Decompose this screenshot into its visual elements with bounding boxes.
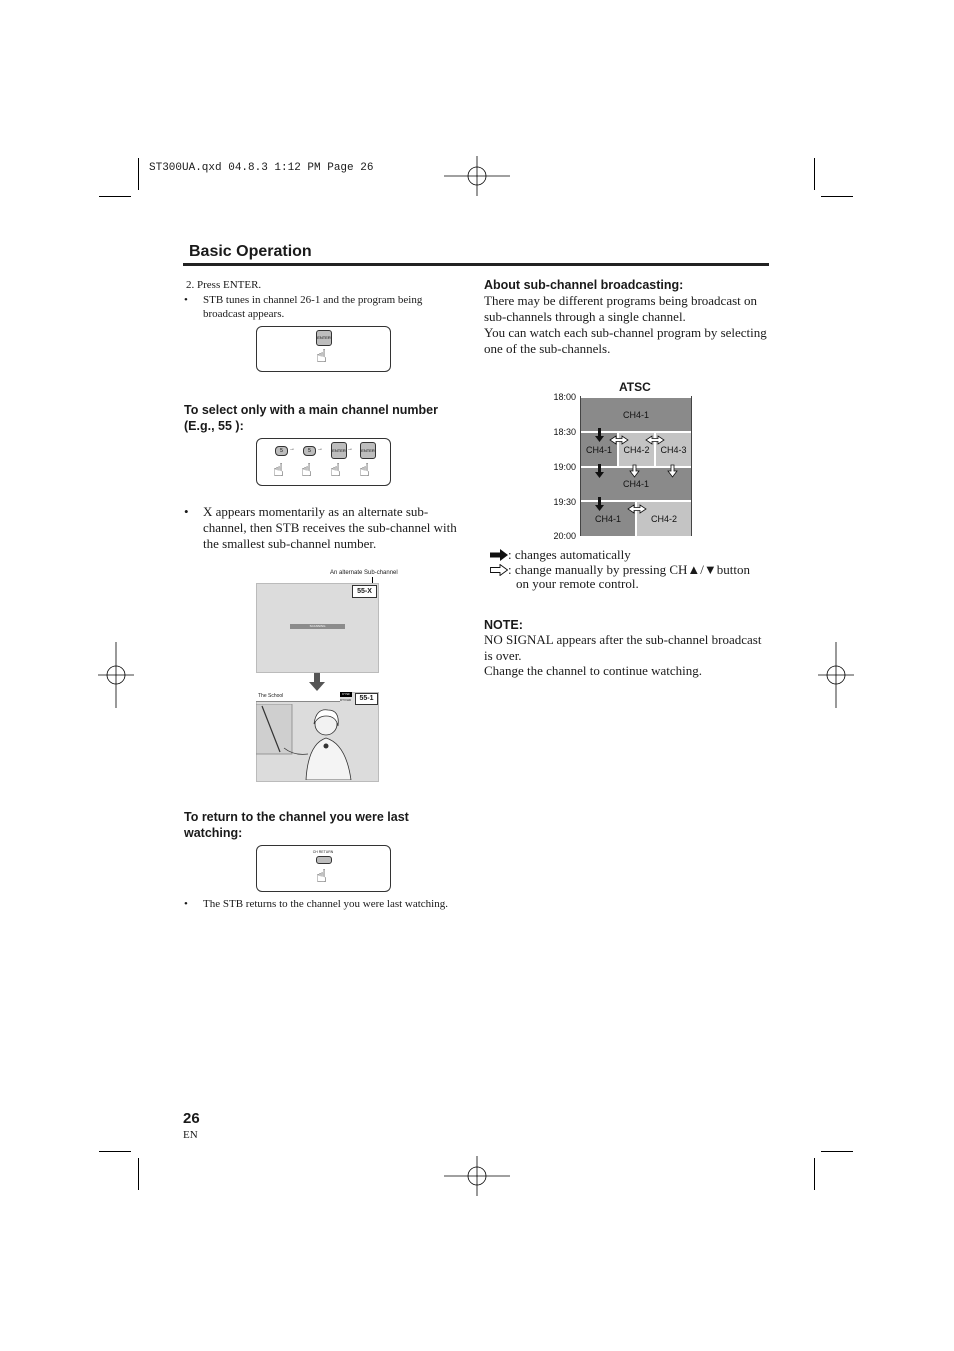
digit-5-button: 5 bbox=[303, 446, 316, 456]
arrow-right-icon: → bbox=[317, 446, 323, 452]
language-code: EN bbox=[183, 1129, 198, 1141]
registration-mark-icon bbox=[98, 642, 134, 708]
arrow-right-icon: → bbox=[347, 446, 353, 452]
schedule-cell: CH4-1 bbox=[581, 433, 617, 466]
crop-mark bbox=[821, 1151, 853, 1152]
registration-mark-icon bbox=[818, 642, 854, 708]
pointing-hand-icon: ☝ bbox=[301, 460, 312, 481]
schedule-cell: CH4-1 bbox=[581, 502, 635, 536]
file-slug: ST300UA.qxd 04.8.3 1:12 PM Page 26 bbox=[149, 162, 374, 174]
channel-display: 55-1 bbox=[355, 693, 378, 705]
schedule-cell: CH4-3 bbox=[656, 433, 691, 466]
registration-mark-icon bbox=[444, 1156, 510, 1196]
bullet: • bbox=[184, 504, 189, 519]
crop-mark bbox=[138, 1158, 139, 1190]
schedule-cell: CH4-1 bbox=[581, 468, 691, 500]
time-label: 19:00 bbox=[553, 462, 576, 472]
transition-arrows bbox=[580, 425, 692, 515]
enter-button: ENTER bbox=[360, 442, 376, 459]
x-note: X appears momentarily as an alternate sub-channel, then STB receives the sub-channel with the smallest sub-channel number. bbox=[203, 504, 457, 551]
crop-mark bbox=[99, 196, 131, 197]
main-channel-heading: To select only with a main channel number (E.g., 55 ): bbox=[184, 403, 438, 433]
schedule-cell: CH4-2 bbox=[637, 502, 691, 536]
crop-mark bbox=[821, 196, 853, 197]
legend-auto: : changes automatically bbox=[508, 547, 631, 562]
legend-manual: : change manually by pressing CH▲/▼button bbox=[508, 562, 751, 577]
ch-return-button bbox=[316, 856, 332, 864]
pointing-hand-icon: ☝ bbox=[316, 346, 327, 367]
legend-manual-2: on your remote control. bbox=[516, 576, 639, 591]
schedule-cell: CH4-2 bbox=[619, 433, 654, 466]
about-text-1: There may be different programs being broadcast on sub-channels through a single channel. bbox=[484, 293, 758, 324]
crop-mark bbox=[138, 158, 139, 190]
pointing-hand-icon: ☝ bbox=[273, 460, 284, 481]
schedule-cell: CH4-1 bbox=[581, 398, 691, 431]
title-rule bbox=[183, 263, 769, 266]
bullet: • bbox=[184, 294, 188, 306]
arrow-down-icon bbox=[309, 673, 325, 691]
about-text-2: You can watch each sub-channel program by selecting one of the sub-channels. bbox=[484, 325, 767, 356]
time-label: 19:30 bbox=[553, 497, 576, 507]
enter-button: ENTER bbox=[316, 330, 332, 346]
time-label: 18:00 bbox=[553, 392, 576, 402]
note-heading: NOTE: bbox=[484, 618, 523, 632]
page-number: 26 bbox=[183, 1110, 200, 1127]
bullet: • bbox=[184, 898, 188, 910]
scanning-bar: SCANNING bbox=[290, 624, 345, 629]
program-title-bar: The School bbox=[256, 692, 340, 702]
digit-5-button: 5 bbox=[275, 446, 288, 456]
solid-arrow-icon bbox=[490, 549, 508, 561]
crop-mark bbox=[814, 158, 815, 190]
ch-return-label: CH RETURN bbox=[312, 850, 334, 854]
enter-button: ENTER bbox=[331, 442, 347, 459]
pointing-hand-icon: ☝ bbox=[359, 460, 370, 481]
hollow-arrow-icon bbox=[490, 564, 508, 576]
station-sub: DTV/HD bbox=[340, 698, 352, 702]
channel-display: 55-X bbox=[352, 585, 377, 598]
time-label: 18:30 bbox=[553, 427, 576, 437]
step-2: 2. Press ENTER. bbox=[186, 279, 262, 291]
about-heading: About sub-channel broadcasting: bbox=[484, 278, 684, 292]
step-2-note: STB tunes in channel 26-1 and the program being broadcast appears. bbox=[203, 294, 423, 320]
pointing-hand-icon: ☝ bbox=[330, 460, 341, 481]
page-title: Basic Operation bbox=[189, 243, 312, 260]
pointing-hand-icon: ☝ bbox=[316, 866, 327, 887]
note-text-1: NO SIGNAL appears after the sub-channel broadcast is over. bbox=[484, 632, 762, 663]
crop-mark bbox=[99, 1151, 131, 1152]
return-note: The STB returns to the channel you were last watching. bbox=[203, 898, 448, 910]
station-tag: KYSF bbox=[340, 692, 352, 697]
alt-subchannel-label: An alternate Sub-channel bbox=[330, 570, 398, 576]
teacher-illustration bbox=[256, 704, 377, 780]
registration-mark-icon bbox=[444, 156, 510, 196]
return-heading: To return to the channel you were last watching: bbox=[184, 810, 409, 840]
note-text-2: Change the channel to continue watching. bbox=[484, 663, 703, 678]
arrow-right-icon: → bbox=[289, 446, 295, 452]
crop-mark bbox=[814, 1158, 815, 1190]
time-label: 20:00 bbox=[553, 531, 576, 541]
atsc-label: ATSC bbox=[619, 380, 651, 394]
